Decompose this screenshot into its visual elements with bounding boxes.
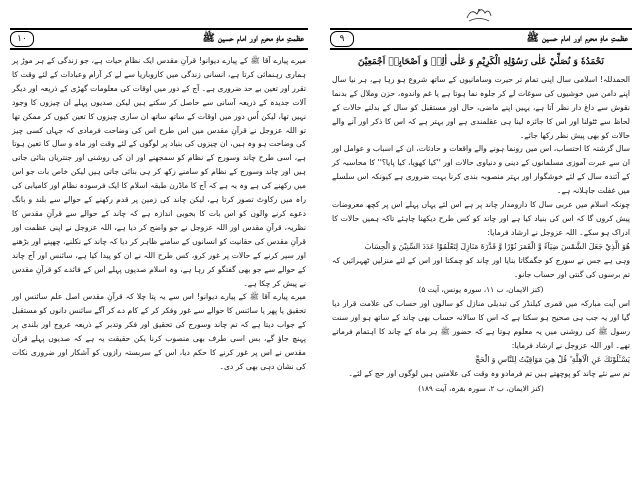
quran-verse: هُوَ الَّذِيْ جَعَلَ الشَّمْسَ ضِيَآءً وَّ الْقَمَرَ نُوْرًا وَّ قَدَّرَهٗ مَنَازِلَ لِتَعْلَمُوْا عَدَدَ السِّنِيْنَ وَ الْحِسَابَ — [364, 241, 630, 251]
paragraph: میرے پیارے آقا ﷺ کے پیارے دیوانو! اس سے یہ پتا چلا کہ قرآنِ مقدس اصل علم سائنس اور تحقیق یا پھر یا سائنس کا حوالے سے غور وفکر کر کے کام دے کر آگے سائنس دانوں کو مستقبل کے جواب دیتا ہے کہ تم چاند وسورج کی تحقیق اور فکر وتدبر کے ذریعہ عروج اور بلندی پر پہنچ جاؤ گے، بس اسی طرف بھی منصوب کرنا یکن حقیقت یہ ہے کہ صدیوں پہلے قرآن مقدس نے اس پر غور کرنے کا حکم دیا، اس کے سربستہ رازوں کو آشکار اور ضروری نکات کی نشان دہی بھی کر دی۔ — [12, 292, 306, 371]
right-page-body — [332, 50, 630, 485]
left-page-body — [12, 54, 306, 485]
right-page — [320, 0, 638, 493]
paragraph: اس آیت مبارکہ میں قمری کیلنڈر کی تبدیلی منازل کو سالوں اور حساب کی علامت قرار دیا گیا اور یہ جب ہی صحیح ہو سکتا ہے کہ اس کا سالانہ حساب بھی چاند کے ساتھ ہو اور سنت رسول ﷺ کی روشنی میں یہ معلوم ہوتا ہے کہ حضور ﷺ ہر ماہ کے چاند کا اہتمام فرماتے تھے۔ اور اللہ عزوجل نے ارشاد فرمایا: — [332, 299, 630, 351]
bismillah-emblem-icon — [465, 4, 493, 24]
verse-translation: وہی ہے جس نے سورج کو جگمگاتا بنایا اور چاند کو چمکتا اور اس کے لئے منزلیں ٹھہرائیں کہ تم برسوں کی گنتی اور حساب جانو۔ — [332, 255, 630, 279]
right-page-header — [330, 28, 632, 50]
verse-reference: (کنز الایمان، ب ۲، سورہ بقرہ، آیت ۱۸۹) — [418, 383, 544, 393]
page-number: ١٠ — [10, 31, 34, 47]
paragraph: سال گزشتہ کا احتساب، اس میں رونما ہونے والے واقعات و حادثات، ان کے اسباب و عوامل اور ان سے عبرت آموزی مسلمانوں کے دینی و دنیاوی حالات اور ''کیا کھویا، کیا پایا؟'' کا محاسبہ کر کے آئندہ سال کے لئے خوشگوار اور بہتر منصوبہ بندی کرنا بہت ضروری ہے کیونکہ اس سلسلے میں غفلت جاہلانہ ہے۔ — [332, 144, 630, 196]
left-page — [0, 0, 314, 493]
verse-translation: تم سے نئے چاند کو پوچھتے ہیں تم فرمادو وہ وقت کی علامتیں ہیں لوگوں اور حج کے لئے۔ — [348, 368, 630, 378]
verse-reference: (کنز الایمان، ب ۱۱، سورہ یونس، آیت ۵) — [418, 284, 544, 294]
quran-verse: يَسْـَٔلُوْنَكَ عَنِ الْاَهِلَّةِ ؕ قُلْ هِيَ مَوَاقِيْتُ لِلنَّاسِ وَ الْحَجِّ — [475, 355, 630, 365]
paragraph: الحمدللہ! اسلامی سال اپنی تمام تر حیرت وسامانیوں کے ساتھ شروع ہو رہا ہے، ہر نیا سال اپنے دامن میں خوشیوں کی سوغات لے کر جلوہ نما ہوتا ہے یا غم واندوہ، حزن وملال کے بدنما نقوش سے داغ دار نظر آتا ہے، یہیں اپنے ماضی، حال اور مستقبل کو سال کے بدلتے حالات کے لحاظ سے ٹٹولنا اور اس کا جائزہ لینا ہی عقلمندی ہے اور بہتر ہے کہ اس کا ذکر اور آنے والے حالات کو بھی پیش نظر رکھا جائے۔ — [332, 74, 630, 140]
running-title: عظمتِ ماہِ محرم اور امام حسین ﷺ — [526, 33, 628, 44]
left-page-header — [10, 28, 308, 50]
paragraph: چونکہ اسلام میں عربی سال کا دارومدار چاند پر ہے اس لئے یہاں پہلے اس پر کچھ معروضات پیش کروں گا کہ اس کی بنیاد کیا ہے اور چاند کو کس طرح دیکھنا چاہئے تاکہ ہمیں حالات کا ادراک ہو سکے۔ اللہ عزوجل نے ارشاد فرمایا: — [332, 200, 630, 237]
running-title: عظمتِ ماہِ محرم اور امام حسین ﷺ — [202, 33, 304, 44]
paragraph: میرے پیارے آقا ﷺ کے پیارے دیوانو! قرآنِ مقدس ایک نظامِ حیات ہے، جو زندگی کے ہر موڑ پر ہماری رہنمائی کرتا ہے، انسانی زندگی میں کاروباریا سے لے کر آرام وعبادات کے لئے وقت کا تقرر اور تعین بے حد ضروری ہے۔ آج کے دور میں اوقات کی معلومات گھڑی کے ذریعہ اور دیگر آلات جدیدہ کے ذریعہ آسانی سے حاصل کر سکتے ہیں لیکن صدیوں پہلے ان چیزوں کا وجود نہیں تھا، لیکن اُس دور میں اوقات کے ساتھ ساتھ ان ساری چیزوں کا تعین کیوں کر ممکن تھا تو اللہ عزوجل نے قرآنِ مقدس میں اس طرح اس کی وضاحت فرمادی کہ جہاں کسی چیز کی وضاحت ہو وہ ہیں، ان چیزوں کی بنیاد پر لوگوں کے لئے وقت اور ماہ و سال کا تعین ہوتا ہے، اسی طرح چاند وسورج کے نظام کو سمجھنے اور ان کی روشنی اور جنتریاں بنائی جاتی ہیں اور چاند وسورج کے نظام کو سامنے رکھ کر ہی بنائی جاتی ہیں لیکن خاص بات جو اس میں رکھنے کی ہے وہ یہ ہے کہ آج کا ماڈرن طبقہ اسلام کا ایک فرسودہ نظام اور کامیابی کی راہ میں رکاوٹ تصور کرتا ہے، لیکن چاند کی زمین پر قدم رکھنے کے حوالے سے بلند و بانگ دعوے کرنے والوں کو اس بات کا بخوبی اندازہ ہے کہ چاند کے حوالے سے قرآنِ مقدس کا نظریہ، قرآنِ مقدس اور اللہ عزوجل نے جو واضح کر دیا ہے، اللہ عزوجل نے اپنی عظمت اور قرآنِ مقدس کی حقانیت کو انسانوں کے سامنے ظاہر کر دیا کہ چاند کے نکلنے، چھپنے اور بڑھنے اور سیر کرنے کے حالات پر غور کرو، کس طرح اللہ نے ان کو پیدا کیا ہے، سائنس اور آج چاند کے حوالے سے جو بھی گفتگو کر رہا ہے، وہ اسلام صدیوں پہلے اس کے فائدے کو قرآنِ مقدس نے پیش کر چکا ہے۔ — [12, 56, 306, 288]
salutation-heading: نَحْمَدُهٗ وَ نُصَلِّيْ عَلٰى رَسُوْلِهِ الْكَرِيْمِ وَ عَلٰى اٰلِهٖ وَ اَصْحَابِهٖ اَجْمَعِيْنَ — [358, 57, 604, 67]
page-number: ٩ — [330, 31, 354, 47]
